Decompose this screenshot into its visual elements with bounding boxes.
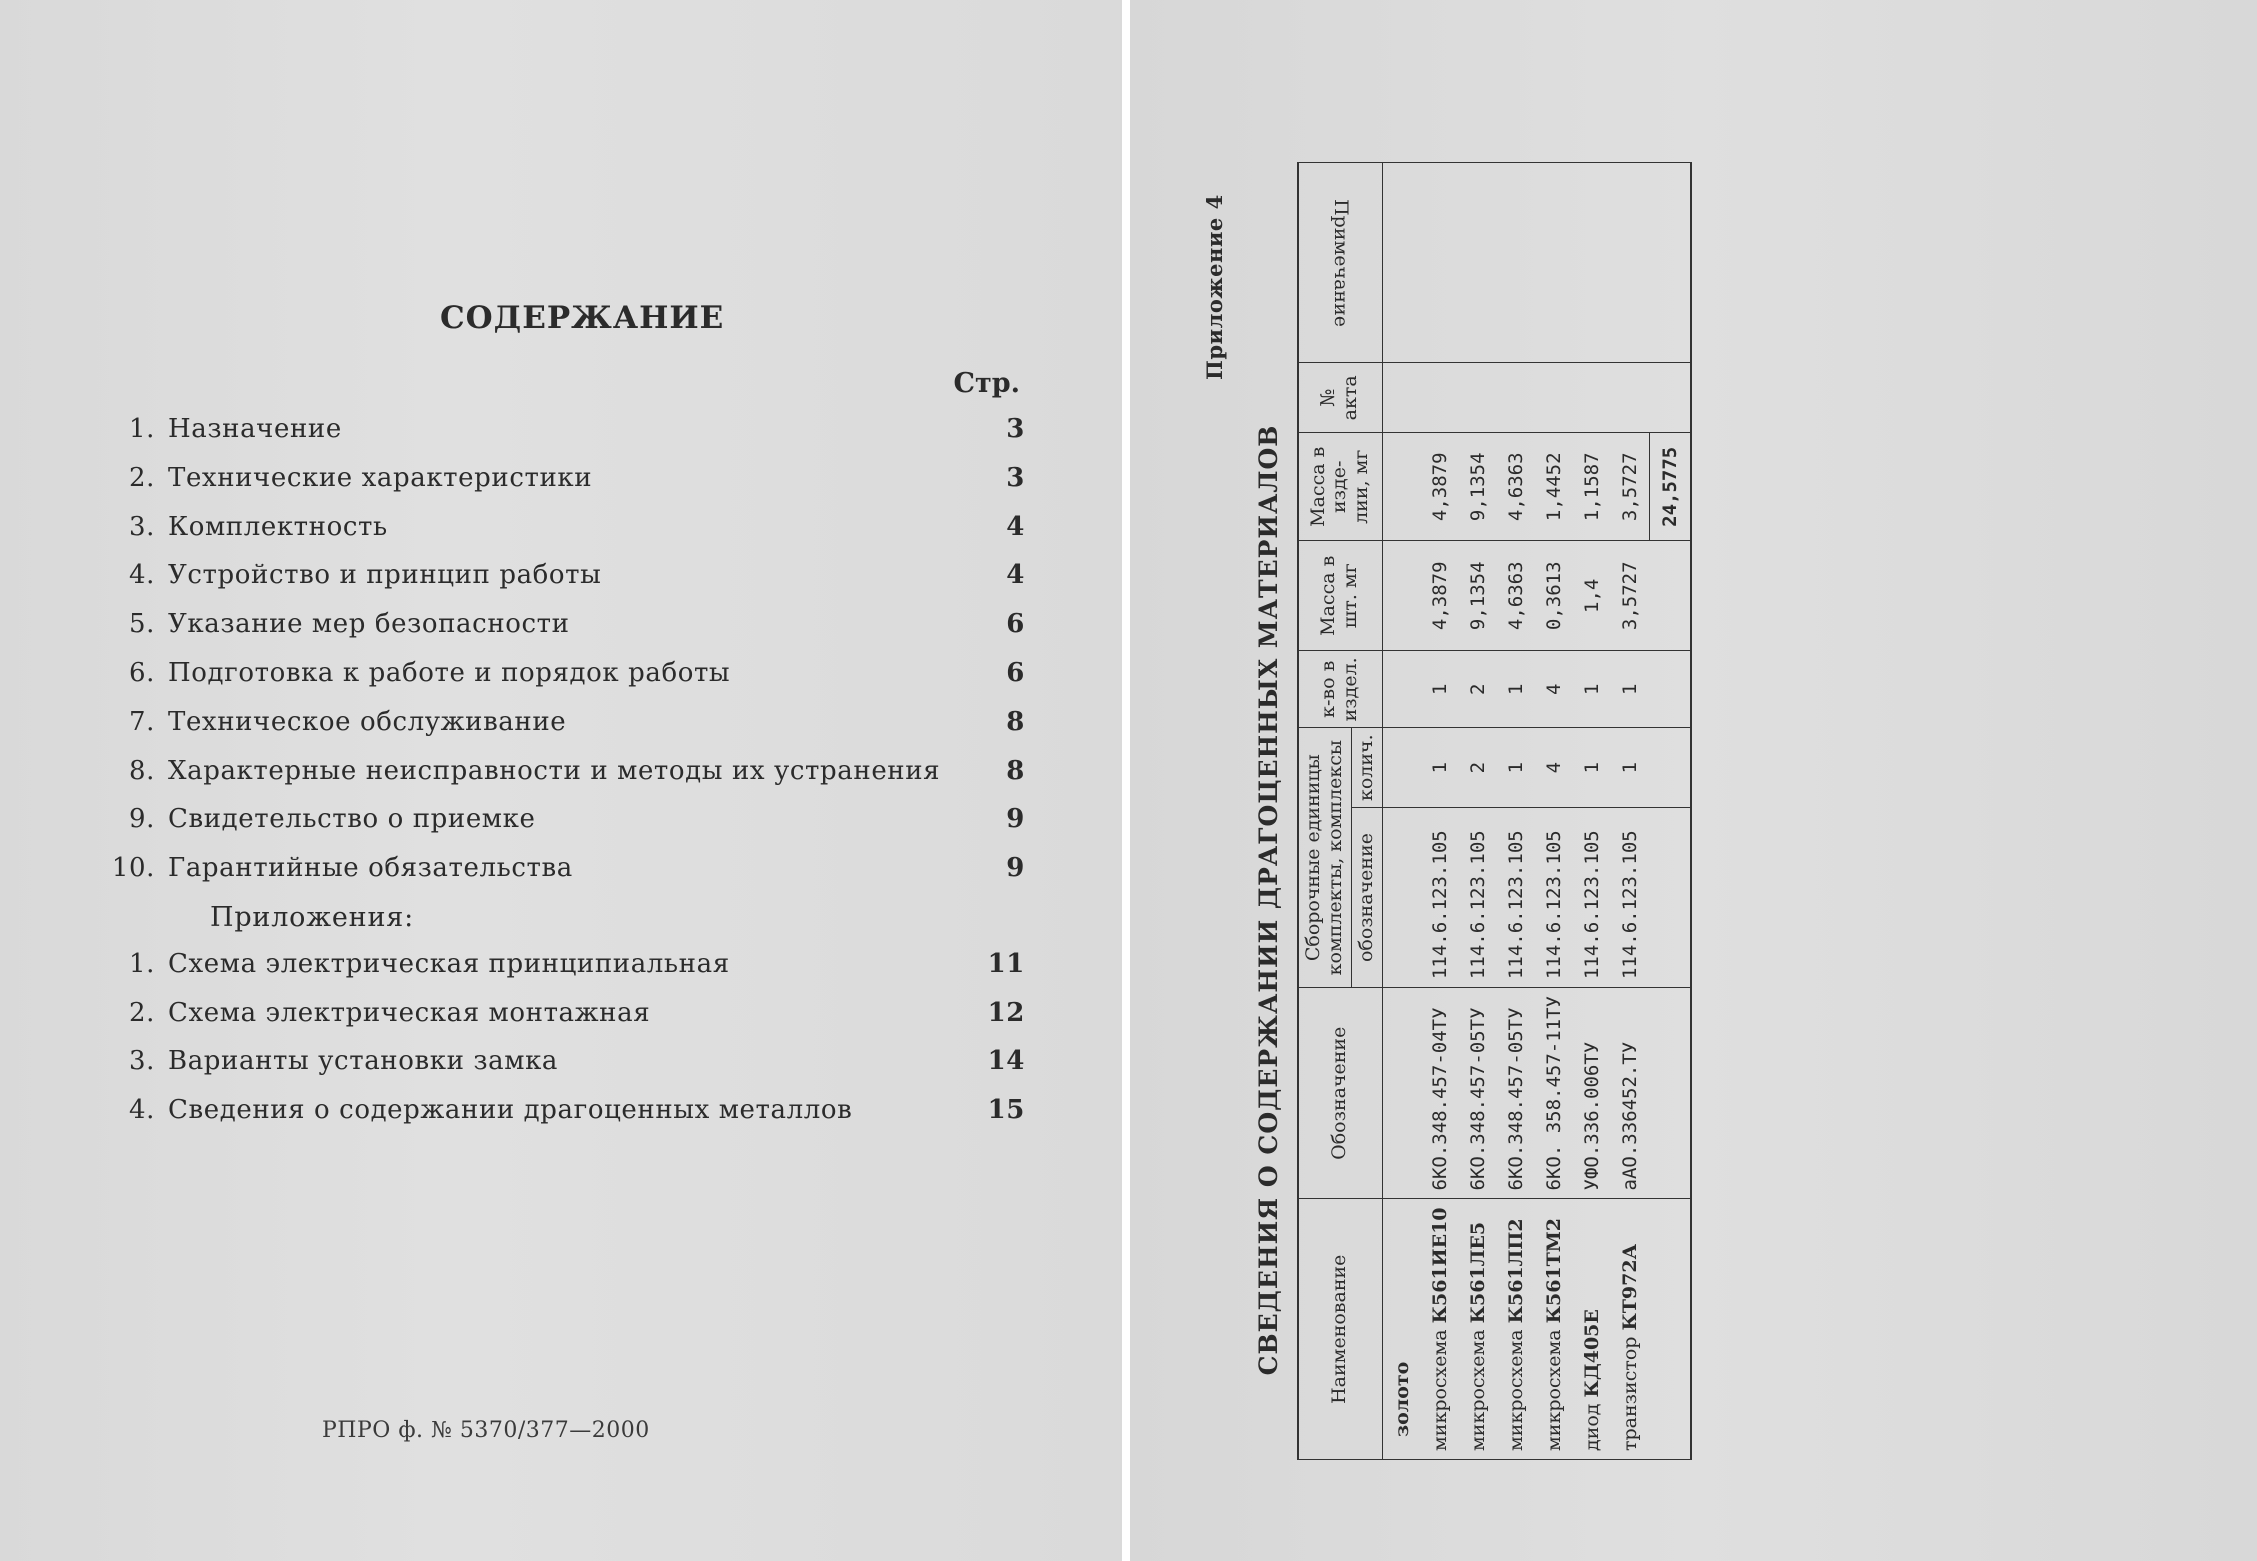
toc-title: СОДЕРЖАНИЕ — [440, 300, 725, 336]
total-mass: 24,5775 — [1649, 433, 1691, 541]
mass-product-cell: 1,4452 — [1535, 433, 1573, 541]
toc-appendix-header: Приложения: — [210, 902, 414, 933]
mass-product-cell: 4,6363 — [1497, 433, 1535, 541]
header-note — [1298, 163, 1382, 363]
table-row — [1611, 163, 1650, 1460]
qty-cell: 1 — [1421, 728, 1459, 808]
mass-unit-cell: 1,4 — [1573, 541, 1611, 651]
total-empty-cell — [1649, 363, 1691, 433]
header-mass-per-unit: Масса в шт. мг — [1298, 541, 1382, 651]
toc-item — [100, 512, 1025, 548]
toc-item-page: 3 — [1006, 414, 1025, 444]
item-model: К561ТМ2 — [1542, 1217, 1565, 1324]
toc-item — [100, 804, 1025, 840]
designation-cell: 6КО.348.457-05ТУ — [1459, 988, 1497, 1199]
total-empty-cell — [1649, 988, 1691, 1199]
material-name: золото — [1382, 1199, 1421, 1460]
appendix-item-page: 14 — [987, 1046, 1025, 1076]
item-model: К561ИЕ10 — [1428, 1207, 1451, 1324]
item-model: КД405Е — [1580, 1309, 1603, 1398]
total-empty-cell — [1649, 541, 1691, 651]
assembly-cell: 114.6.123.105 — [1535, 808, 1573, 988]
toc-item — [100, 756, 1025, 792]
mass-unit-cell: 3,5727 — [1611, 541, 1650, 651]
note-cell — [1573, 163, 1611, 363]
toc-item-title: Техническое обслуживание — [168, 706, 567, 737]
toc-item-number: 5. — [128, 609, 155, 640]
qty-product-cell: 1 — [1611, 651, 1650, 728]
toc-page-column-header: Стр. — [953, 368, 1020, 399]
item-name-cell — [1535, 1199, 1573, 1460]
header-designation: Обозначение — [1298, 988, 1382, 1199]
toc-item-title: Подготовка к работе и порядок работы — [168, 658, 731, 688]
act-cell — [1497, 363, 1535, 433]
appendix-item-number: 1. — [128, 949, 155, 979]
toc-item — [100, 853, 1025, 889]
item-model: К561ЛП2 — [1504, 1218, 1527, 1324]
toc-item-number: 3. — [128, 511, 155, 542]
appendix-item-title: Схема электрическая принципиальная — [168, 949, 730, 979]
toc-item-title: Свидетельство о приемке — [168, 804, 536, 835]
qty-product-cell: 1 — [1421, 651, 1459, 728]
mass-unit-cell: 4,6363 — [1497, 541, 1535, 651]
toc-item-page: 4 — [1006, 511, 1025, 542]
designation-cell: 6КО.348.457-04ТУ — [1421, 988, 1459, 1199]
item-name-cell — [1573, 1199, 1611, 1460]
appendix-item-page: 11 — [987, 949, 1025, 979]
toc-item-title: Технические характеристики — [168, 462, 593, 493]
qty-product-cell: 1 — [1497, 651, 1535, 728]
annex-label: Приложение 4 — [1202, 194, 1227, 380]
item-type: транзистор — [1618, 1336, 1641, 1451]
total-empty-cell — [1649, 808, 1691, 988]
table-row — [1535, 163, 1573, 1460]
act-cell — [1459, 363, 1497, 433]
toc-item-title: Назначение — [168, 414, 342, 444]
qty-cell: 2 — [1459, 728, 1497, 808]
designation-cell: УФО.336.006ТУ — [1573, 988, 1611, 1199]
appendix-item-number: 3. — [128, 1046, 155, 1076]
header-assembly-designation: обозначение — [1351, 808, 1382, 988]
mass-product-cell: 4,3879 — [1421, 433, 1459, 541]
toc-item-title: Устройство и принцип работы — [168, 560, 602, 591]
mass-unit-cell: 4,3879 — [1421, 541, 1459, 651]
assembly-cell: 114.6.123.105 — [1497, 808, 1535, 988]
table-row — [1573, 163, 1611, 1460]
precious-materials-table — [1297, 162, 1692, 1460]
item-type: микросхема — [1542, 1329, 1565, 1451]
item-name-cell — [1497, 1199, 1535, 1460]
designation-cell: 6КО.348.457-05ТУ — [1497, 988, 1535, 1199]
assembly-cell: 114.6.123.105 — [1573, 808, 1611, 988]
annex-title: СВЕДЕНИЯ О СОДЕРЖАНИИ ДРАГОЦЕННЫХ МАТЕРИАЛОВ — [1254, 424, 1283, 1376]
toc-item — [100, 560, 1025, 596]
qty-cell: 1 — [1497, 728, 1535, 808]
appendix-item-title: Варианты установки замка — [168, 1046, 559, 1076]
table-row — [1459, 163, 1497, 1460]
toc-item — [100, 658, 1025, 694]
toc-item-page: 8 — [1006, 706, 1025, 737]
toc-item-number: 4. — [128, 560, 155, 591]
toc-item-title: Комплектность — [168, 511, 388, 542]
appendix-item-title: Схема электрическая монтажная — [168, 997, 651, 1028]
note-cell — [1611, 163, 1650, 363]
act-cell — [1573, 363, 1611, 433]
note-cell — [1421, 163, 1459, 363]
item-type: микросхема — [1504, 1329, 1527, 1451]
appendix-item-title: Сведения о содержании драгоценных металлов — [168, 1094, 853, 1125]
assembly-cell: 114.6.123.105 — [1421, 808, 1459, 988]
designation-cell: 6КО. 358.457-11ТУ — [1535, 988, 1573, 1199]
mass-product-cell: 3,5727 — [1611, 433, 1650, 541]
toc-item-page: 6 — [1006, 609, 1025, 640]
note-cell — [1497, 163, 1535, 363]
header-assembly-qty: колич. — [1351, 728, 1382, 808]
item-name-cell — [1459, 1199, 1497, 1460]
mass-product-cell: 1,1587 — [1573, 433, 1611, 541]
appendix-item-page: 12 — [987, 997, 1025, 1028]
toc-item-title: Указание мер безопасности — [168, 609, 570, 640]
qty-cell: 1 — [1611, 728, 1650, 808]
toc-item — [100, 463, 1025, 499]
table-row — [1497, 163, 1535, 1460]
toc-item-number: 10. — [111, 853, 155, 884]
appendix-item — [100, 1046, 1025, 1082]
header-name: Наименование — [1298, 1199, 1382, 1460]
appendix-item-number: 4. — [128, 1094, 155, 1125]
toc-item-number: 8. — [128, 755, 155, 786]
header-qty-in-product: к-во в издел. — [1298, 651, 1382, 728]
toc-item-page: 3 — [1006, 462, 1025, 493]
header-act-no: № акта — [1298, 363, 1382, 433]
item-model: К561ЛЕ5 — [1466, 1221, 1489, 1324]
total-row — [1649, 163, 1691, 1460]
toc-item-number: 9. — [128, 804, 155, 835]
qty-product-cell: 1 — [1573, 651, 1611, 728]
mass-unit-cell: 0,3613 — [1535, 541, 1573, 651]
table-row — [1421, 163, 1459, 1460]
qty-product-cell: 4 — [1535, 651, 1573, 728]
toc-item-title: Характерные неисправности и методы их устранения — [168, 755, 941, 786]
total-empty-cell — [1649, 651, 1691, 728]
item-type: микросхема — [1466, 1329, 1489, 1451]
appendix-item — [100, 1095, 1025, 1131]
mass-unit-cell: 9,1354 — [1459, 541, 1497, 651]
left-page — [0, 0, 1122, 1561]
mass-product-cell: 9,1354 — [1459, 433, 1497, 541]
note-cell — [1459, 163, 1497, 363]
total-empty-cell — [1649, 1199, 1691, 1460]
item-type: микросхема — [1428, 1329, 1451, 1451]
header-mass-in-product: Масса в изде- лии, мг — [1298, 433, 1382, 541]
toc-item-number: 6. — [128, 658, 155, 688]
qty-cell: 1 — [1573, 728, 1611, 808]
annex-rotated-content — [1202, 90, 1882, 1470]
act-cell — [1535, 363, 1573, 433]
toc-item — [100, 609, 1025, 645]
appendix-item — [100, 998, 1025, 1034]
header-note-label: Примечание — [1330, 198, 1353, 327]
assembly-cell: 114.6.123.105 — [1459, 808, 1497, 988]
total-empty-cell — [1649, 728, 1691, 808]
toc-item-page: 9 — [1006, 804, 1025, 835]
act-cell — [1611, 363, 1650, 433]
item-type: диод — [1580, 1403, 1603, 1451]
appendix-item-page: 15 — [987, 1094, 1025, 1125]
item-name-cell — [1611, 1199, 1650, 1460]
header-assembly: Сборочные единицы комплекты, комплексы — [1298, 728, 1351, 988]
item-model: КТ972А — [1618, 1243, 1641, 1331]
toc-item — [100, 707, 1025, 743]
material-row — [1382, 163, 1421, 1460]
toc-item-number: 1. — [128, 414, 155, 444]
toc-item-page: 9 — [1006, 853, 1025, 884]
item-name-cell — [1421, 1199, 1459, 1460]
toc-item-page: 4 — [1006, 560, 1025, 591]
appendix-item — [100, 949, 1025, 985]
toc-item-page: 8 — [1006, 755, 1025, 786]
toc-item-number: 7. — [128, 706, 155, 737]
print-info: РПРО ф. № 5370/377—2000 — [322, 1418, 650, 1443]
qty-product-cell: 2 — [1459, 651, 1497, 728]
toc-item-page: 6 — [1006, 658, 1025, 688]
act-cell — [1421, 363, 1459, 433]
designation-cell: аАО.336452.ТУ — [1611, 988, 1650, 1199]
toc-item — [100, 414, 1025, 450]
toc-item-title: Гарантийные обязательства — [168, 853, 573, 884]
toc-item-number: 2. — [128, 462, 155, 493]
qty-cell: 4 — [1535, 728, 1573, 808]
assembly-cell: 114.6.123.105 — [1611, 808, 1650, 988]
note-cell — [1535, 163, 1573, 363]
total-empty-cell — [1649, 163, 1691, 363]
page-fold — [1122, 0, 1130, 1561]
appendix-item-number: 2. — [128, 997, 155, 1028]
